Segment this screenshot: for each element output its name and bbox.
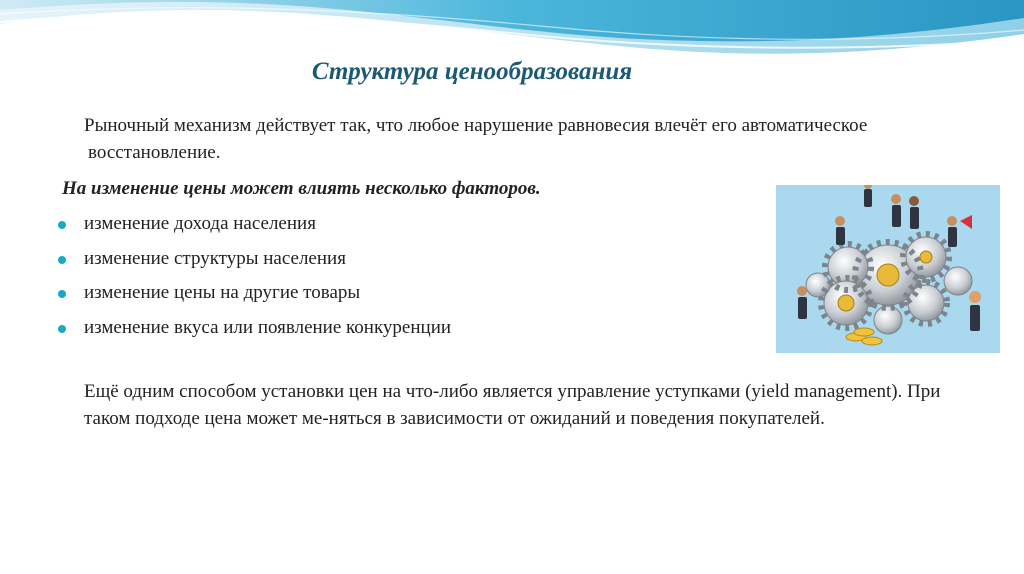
- list-item: [58, 210, 451, 245]
- bullet-icon: [58, 325, 66, 333]
- list-item: [58, 279, 451, 314]
- intro-paragraph: Рыночный механизм действует так, что любое нарушение равновесия влечёт его автоматическое восстановление.: [84, 115, 868, 163]
- header-wave-decoration: [0, 0, 1024, 60]
- factor-list: [58, 210, 451, 348]
- list-item: [58, 245, 451, 280]
- gears-people-illustration-icon: [776, 185, 1000, 353]
- factor-label: изменение вкуса или появление конкуренции: [84, 316, 452, 338]
- bullet-icon: [58, 290, 66, 298]
- factor-label: изменение структуры населения: [84, 247, 346, 269]
- factor-label: изменение цены на другие товары: [84, 282, 361, 303]
- closing-paragraph: Ещё одним способом установки цен на что-либо является управление уступками (yield management). При таком подходе цена может ме-няться в зависимости от ожиданий и поведения покупателей.: [84, 381, 941, 429]
- factors-heading: На изменение цены может влиять несколько факторов.: [62, 178, 541, 199]
- list-item: [58, 314, 451, 349]
- bullet-icon: [58, 221, 66, 229]
- bullet-icon: [58, 256, 66, 264]
- factor-label: изменение дохода населения: [84, 213, 316, 234]
- slide-title: Структура ценообразования: [311, 58, 633, 85]
